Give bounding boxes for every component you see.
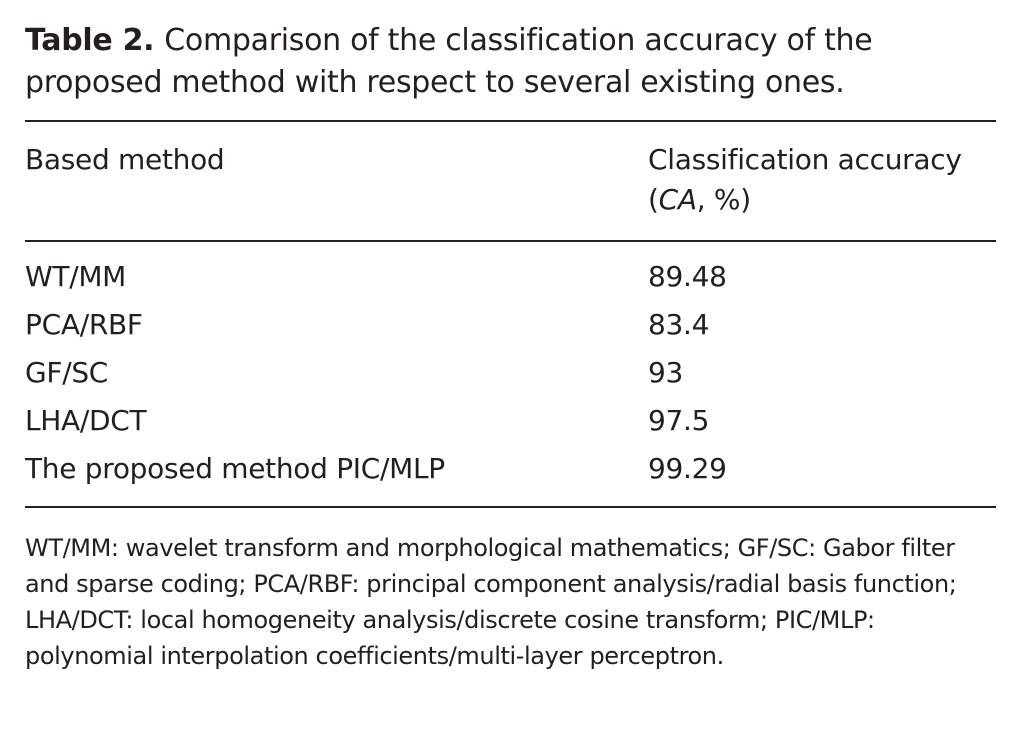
table-label: Table 2. <box>25 23 155 58</box>
method-cell: GF/SC <box>25 356 109 389</box>
top-rule <box>25 120 996 122</box>
table-body <box>25 255 996 495</box>
table-row <box>25 255 996 303</box>
table-row <box>25 447 996 495</box>
table-row <box>25 399 996 447</box>
method-cell: WT/MM <box>25 260 127 293</box>
accuracy-cell: 89.48 <box>648 260 727 293</box>
header-accuracy-line1: Classification accuracy <box>648 143 962 176</box>
header-accuracy-abbrev: CA <box>658 183 697 216</box>
header-based-method: Based method <box>25 143 225 176</box>
method-cell: LHA/DCT <box>25 404 147 437</box>
caption-text: Comparison of the classification accuracy of the proposed method with respect to several existing ones. <box>25 23 873 100</box>
method-cell: The proposed method PIC/MLP <box>25 452 445 485</box>
table-row <box>25 303 996 351</box>
header-rule <box>25 240 996 242</box>
table-footnote: WT/MM: wavelet transform and morphological mathematics; GF/SC: Gabor filter and sparse coding; PCA/RBF: principal component analysis/radial basis function; LHA/DCT: local homogeneity analysis/discrete cosine transform; PIC/MLP: polynomial interpolation coefficients/multi-layer perceptron. <box>25 534 957 670</box>
bottom-rule <box>25 506 996 508</box>
table-caption <box>25 20 1000 104</box>
method-cell: PCA/RBF <box>25 308 143 341</box>
accuracy-cell: 97.5 <box>648 404 710 437</box>
accuracy-cell: 93 <box>648 356 684 389</box>
header-accuracy-unit: (CA, %) <box>648 183 751 216</box>
header-classification-accuracy <box>648 140 962 220</box>
accuracy-cell: 99.29 <box>648 452 727 485</box>
table-row <box>25 351 996 399</box>
accuracy-cell: 83.4 <box>648 308 710 341</box>
